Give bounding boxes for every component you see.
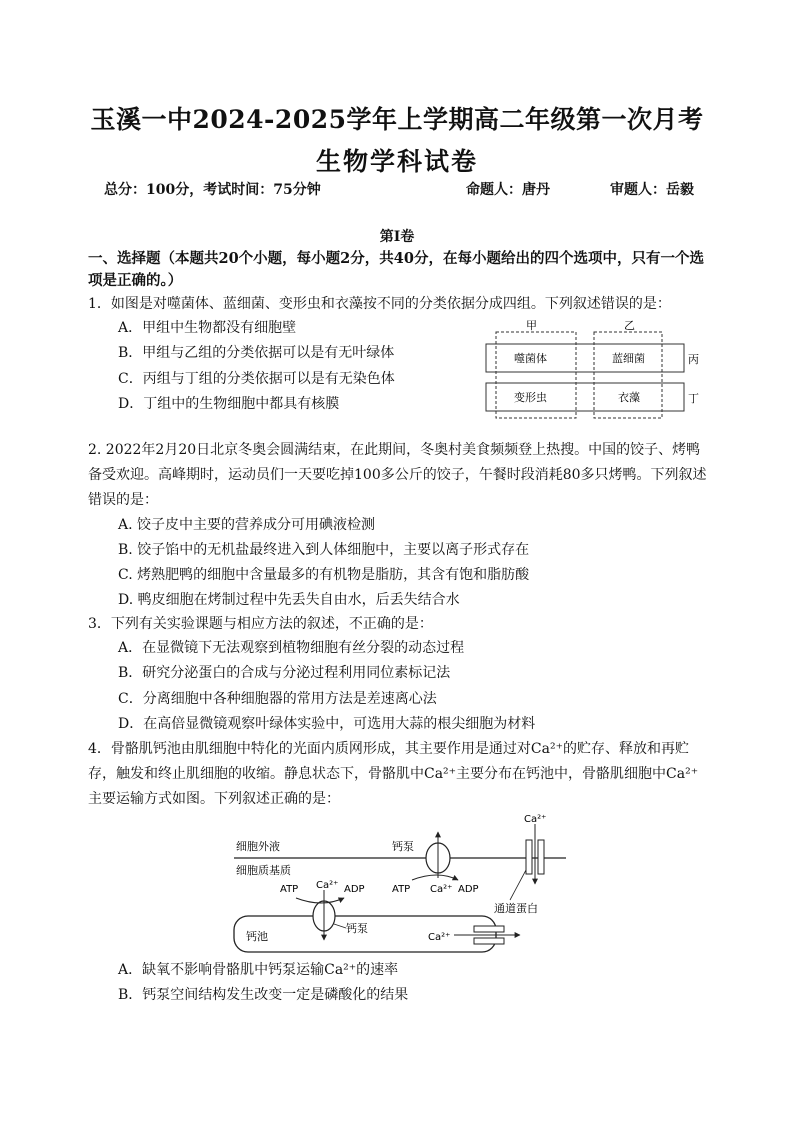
q1-option-b: B．甲组与乙组的分类依据可以是有无叶绿体 (118, 345, 395, 361)
label-calcium-pool: 钙池 (246, 930, 268, 943)
q1-stem: 1．如图是对噬菌体、蓝细菌、变形虫和衣藻按不同的分类依据分成四组。下列叙述错误的是： (88, 296, 671, 312)
author-info: 命题人：唐丹 (466, 182, 550, 198)
q1-option-a: A．甲组中生物都没有细胞壁 (118, 320, 297, 336)
q2-option-c: C. 烤熟肥鸭的细胞中含量最多的有机物是脂肪，其含有饱和脂肪酸 (118, 567, 530, 583)
pool-channel-top (474, 926, 504, 932)
label-adp-pool: ADP (344, 884, 365, 895)
q3-option-d: D．在高倍显微镜观察叶绿体实验中，可选用大蒜的根尖细胞为材料 (118, 716, 536, 732)
q1-option-d: D．丁组中的生物细胞中都具有核膜 (118, 396, 340, 412)
volume-heading: 第I卷 (379, 229, 415, 245)
label-ca-top: Ca²⁺ (524, 814, 547, 825)
q4-calcium-transport-diagram (226, 808, 576, 956)
membrane-channel-left (526, 840, 532, 874)
label-adp-membrane: ADP (458, 884, 479, 895)
q4-option-a: A．缺氧不影响骨骼肌中钙泵运输Ca²⁺的速率 (118, 962, 399, 978)
label-ding: 丁 (688, 392, 699, 405)
label-pump-membrane: 钙泵 (392, 840, 414, 853)
label-ca-membrane: Ca²⁺ (430, 884, 453, 895)
atp-adp-arrow-membrane (412, 875, 458, 880)
q2-option-a: A. 饺子皮中主要的营养成分可用碘液检测 (118, 517, 376, 533)
q3-stem: 3．下列有关实验课题与相应方法的叙述，不正确的是： (88, 616, 433, 632)
label-extracellular: 细胞外液 (236, 840, 280, 853)
label-bing: 丙 (688, 353, 699, 366)
label-channel-protein: 通道蛋白 (494, 902, 538, 915)
label-pump-pool: 钙泵 (346, 922, 368, 935)
label-phage: 噬菌体 (514, 352, 547, 365)
pool-pump-leader (334, 924, 346, 928)
label-yi: 乙 (624, 319, 635, 332)
exam-title: 玉溪一中2024-2025学年上学期高二年级第一次月考 (90, 105, 704, 134)
q4-option-b: B．钙泵空间结构发生改变一定是磷酸化的结果 (118, 987, 409, 1003)
label-atp-pool: ATP (280, 884, 299, 895)
group-yi-box (594, 332, 662, 418)
q3-option-b: B．研究分泌蛋白的合成与分泌过程利用同位素标记法 (118, 665, 451, 681)
label-atp-membrane: ATP (392, 884, 411, 895)
membrane-channel-right (538, 840, 544, 874)
label-cytoplasm: 细胞质基质 (236, 864, 291, 877)
label-ca-pool: Ca²⁺ (316, 880, 339, 891)
q1-option-c: C．丙组与丁组的分类依据可以是有无染色体 (118, 371, 395, 387)
group-jia-box (496, 332, 576, 418)
label-cyanobacteria: 蓝细菌 (612, 352, 645, 365)
q2-option-b: B. 饺子馅中的无机盐最终进入到人体细胞中，主要以离子形式存在 (118, 542, 530, 558)
section-heading: 一、选择题（本题共20个小题，每小题2分，共40分，在每小题给出的四个选项中，只有一个选项是正确的。） (88, 250, 704, 289)
channel-leader-line (510, 870, 526, 900)
q1-classification-diagram (478, 318, 708, 422)
label-chlamydomonas: 衣藻 (618, 391, 640, 404)
label-jia: 甲 (526, 319, 537, 332)
q4-stem: 4．骨骼肌钙池由肌细胞中特化的光面内质网形成，其主要作用是通过对Ca²⁺的贮存、释放和再贮存，触发和终止肌细胞的收缩。静息状态下，骨骼肌中Ca²⁺主要分布在钙池中，骨骼肌细胞中Ca²⁺主要运输方式如图。下列叙述正确的是： (88, 741, 699, 807)
exam-subject-title: 生物学科试卷 (315, 147, 478, 176)
q2-option-d: D. 鸭皮细胞在烤制过程中先丢失自由水，后丢失结合水 (118, 592, 460, 608)
pool-channel-bottom (474, 938, 504, 944)
label-amoeba: 变形虫 (514, 391, 547, 404)
score-time-info: 总分：100分，考试时间：75分钟 (104, 182, 321, 198)
label-ca-pool-channel: Ca²⁺ (428, 932, 451, 943)
reviewer-info: 审题人：岳毅 (610, 182, 694, 198)
q2-stem: 2. 2022年2月20日北京冬奥会圆满结束，在此期间，冬奥村美食频频登上热搜。中国的饺子、烤鸭备受欢迎。高峰期时，运动员们一天要吃掉100多公斤的饺子，午餐时段消耗80多只烤鸭。下列叙述错误的是： (88, 442, 707, 508)
q3-option-a: A．在显微镜下无法观察到植物细胞有丝分裂的动态过程 (118, 640, 465, 656)
q3-option-c: C．分离细胞中各种细胞器的常用方法是差速离心法 (118, 691, 437, 707)
